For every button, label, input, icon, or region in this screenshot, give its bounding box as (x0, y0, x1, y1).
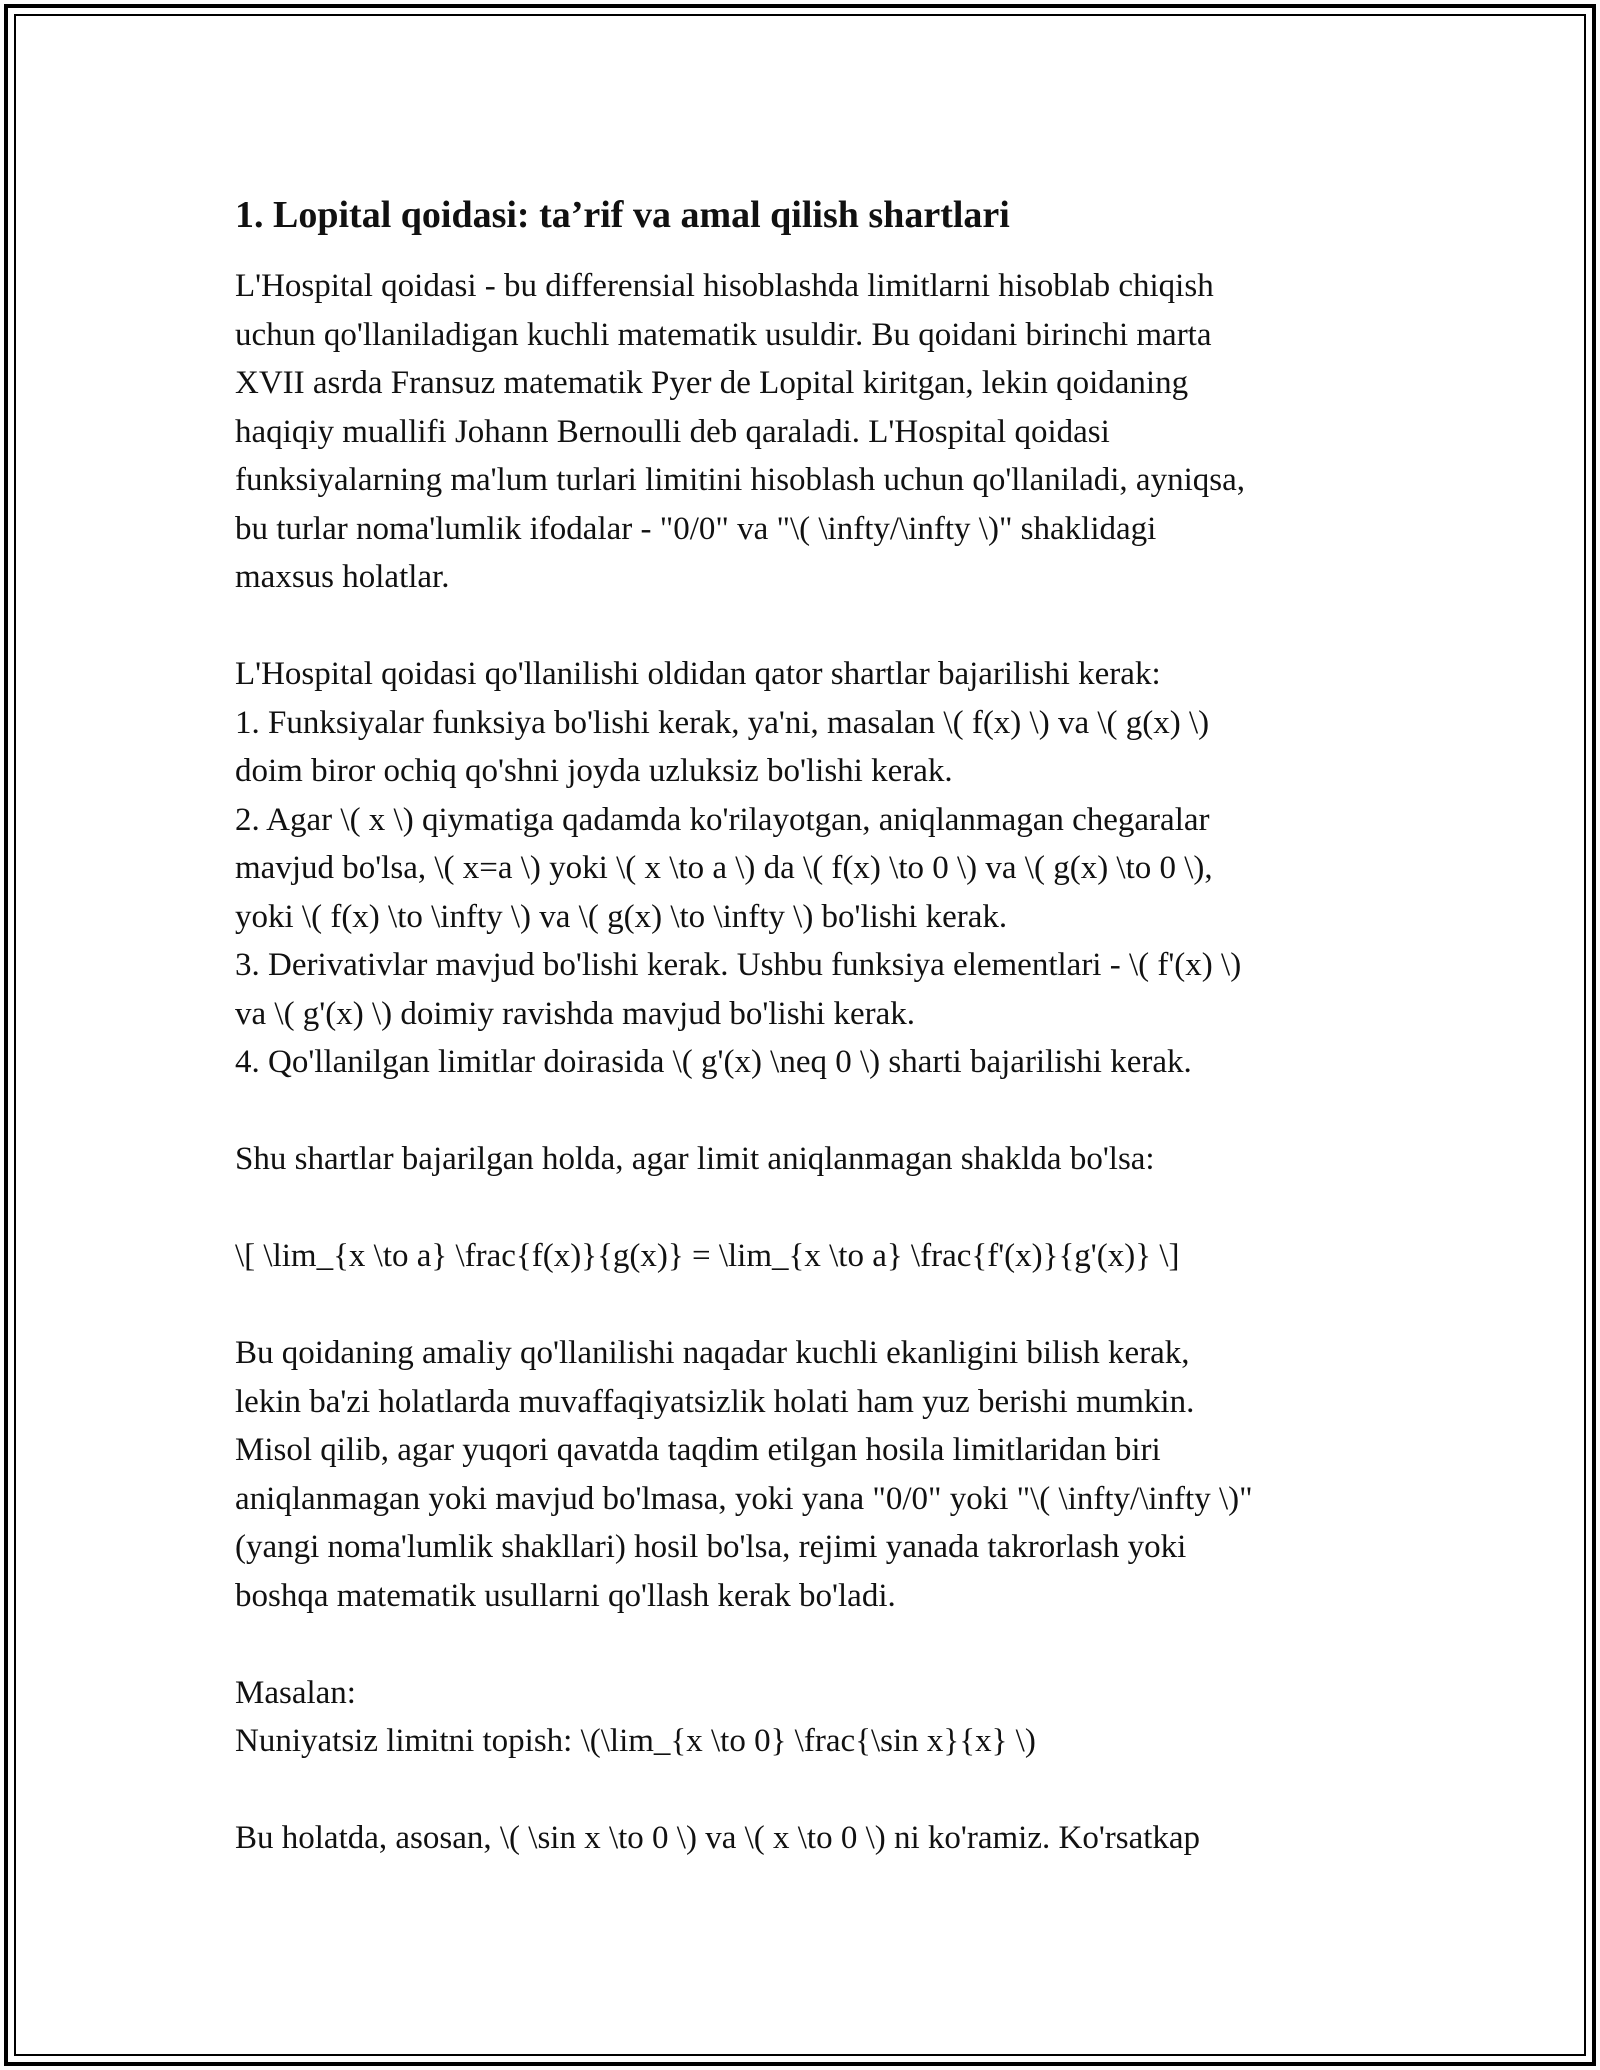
text-line: L'Hospital qoidasi - bu differensial hisoblashda limitlarni hisoblab chiqish (235, 268, 1214, 304)
text-line: Bu holatda, asosan, \( \sin x \to 0 \) va \( x \to 0 \) ni ko'ramiz. Ko'rsatkap (235, 1820, 1201, 1856)
text-line: funksiyalarning ma'lum turlari limitini hisoblash uchun qo'llaniladi, ayniqsa, (235, 462, 1245, 498)
text-line: (yangi noma'lumlik shakllari) hosil bo'lsa, rejimi yanada takrorlash yoki (235, 1529, 1187, 1565)
blank-line (235, 1087, 1375, 1136)
text-line: bu turlar noma'lumlik ifodalar - "0/0" va "\( \infty/\infty \)" shaklidagi (235, 510, 1157, 547)
text-line: aniqlanmagan yoki mavjud bo'lmasa, yoki yana "0/0" yoki "\( \infty/\infty \)" (235, 1480, 1253, 1517)
text-line: Shu shartlar bajarilgan holda, agar limit aniqlanmagan shaklda bo'lsa: (235, 1141, 1155, 1177)
blank-line (235, 602, 1375, 651)
text-line: 4. Qo'llanilgan limitlar doirasida \( g'(x) \neq 0 \) sharti bajarilishi kerak. (235, 1044, 1192, 1080)
text-line: Nuniyatsiz limitni topish: \(\lim_{x \to 0} \frac{\sin x}{x} \) (235, 1723, 1036, 1759)
text-line: L'Hospital qoidasi qo'llanilishi oldidan qator shartlar bajarilishi kerak: (235, 656, 1161, 692)
body-text (235, 262, 1375, 1863)
text-line: doim biror ochiq qo'shni joyda uzluksiz bo'lishi kerak. (235, 753, 953, 789)
text-line: 2. Agar \( x \) qiymatiga qadamda ko'rilayotgan, aniqlanmagan chegaralar (235, 801, 1210, 838)
text-line: va \( g'(x) \) doimiy ravishda mavjud bo'lishi kerak. (235, 995, 915, 1032)
text-line: Misol qilib, agar yuqori qavatda taqdim etilgan hosila limitlaridan biri (235, 1432, 1161, 1468)
text-line: lekin ba'zi holatlarda muvaffaqiyatsizlik holati ham yuz berishi mumkin. (235, 1383, 1195, 1420)
text-line: 3. Derivativlar mavjud bo'lishi kerak. Ushbu funksiya elementlari - \( f'(x) \) (235, 947, 1242, 983)
text-line: mavjud bo'lsa, \( x=a \) yoki \( x \to a \) da \( f(x) \to 0 \) va \( g(x) \to 0 \), (235, 850, 1213, 886)
text-line: Masalan: (235, 1674, 356, 1711)
text-line: XVII asrda Fransuz matematik Pyer de Lopital kiritgan, lekin qoidaning (235, 365, 1189, 401)
text-line: \[ \lim_{x \to a} \frac{f(x)}{g(x)} = \lim_{x \to a} \frac{f'(x)}{g'(x)} \] (235, 1238, 1180, 1274)
blank-line (235, 1281, 1375, 1330)
blank-line (235, 1184, 1375, 1233)
text-line: yoki \( f(x) \to \infty \) va \( g(x) \to \infty \) bo'lishi kerak. (235, 898, 1008, 935)
document-content (235, 190, 1375, 1863)
text-line: uchun qo'llaniladigan kuchli matematik usuldir. Bu qoidani birinchi marta (235, 316, 1212, 353)
blank-line (235, 1766, 1375, 1815)
text-line: boshqa matematik usullarni qo'llash kerak bo'ladi. (235, 1577, 896, 1614)
text-line: haqiqiy muallifi Johann Bernoulli deb qaraladi. L'Hospital qoidasi (235, 413, 1110, 450)
blank-line (235, 1620, 1375, 1669)
text-line: maxsus holatlar. (235, 559, 450, 595)
text-line: Bu qoidaning amaliy qo'llanilishi naqadar kuchli ekanligini bilish kerak, (235, 1335, 1190, 1371)
text-line: 1. Funksiyalar funksiya bo'lishi kerak, ya'ni, masalan \( f(x) \) va \( g(x) \) (235, 704, 1210, 741)
section-title: 1. Lopital qoidasi: ta’rif va amal qilish shartlari (235, 194, 1010, 236)
